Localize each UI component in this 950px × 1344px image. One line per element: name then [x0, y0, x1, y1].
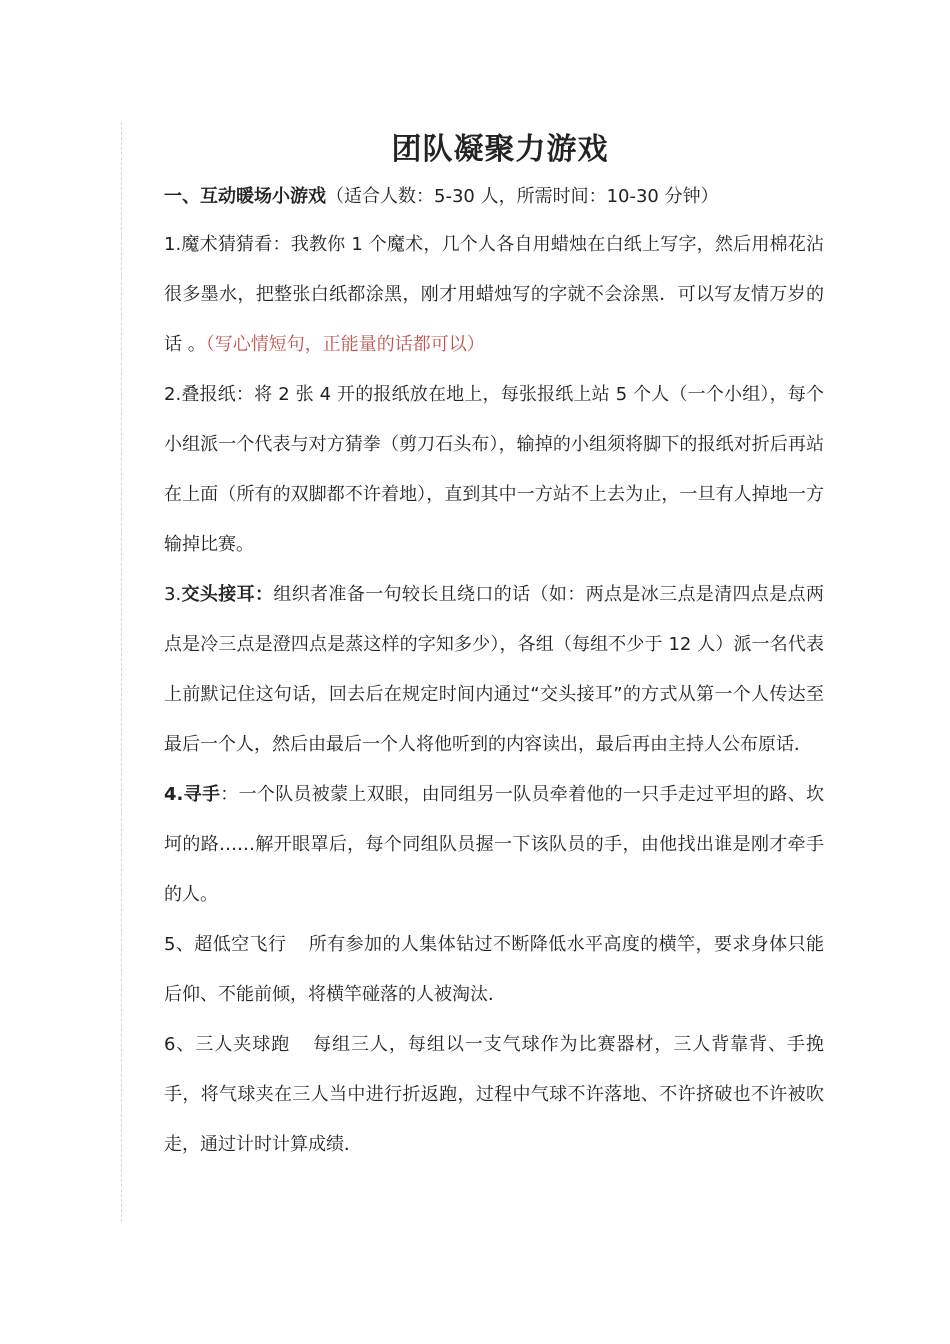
game-item-6-text: 每组三人，每组以一支气球作为比赛器材，三人背靠背、手挽手，将气球夹在三人当中进行折返跑，过程中气球不许落地、不许挤破也不许被吹走，通过计时计算成绩．	[164, 1034, 824, 1155]
game-item-1	[164, 220, 824, 370]
game-item-4-text: ：一个队员被蒙上双眼，由同组另一队员牵着他的一只手走过平坦的路、坎坷的路……解开眼罩后，每个同组队员握一下该队员的手，由他找出谁是刚才牵手的人。	[164, 784, 824, 905]
game-item-2	[164, 370, 824, 570]
section-heading-title: 一、互动暖场小游戏	[164, 186, 326, 207]
game-item-6-label: 6、三人夹球跑	[164, 1034, 291, 1055]
page-margin-guide	[121, 122, 122, 1222]
game-item-6	[164, 1020, 824, 1170]
game-item-5-label: 5、超低空飞行	[164, 934, 287, 955]
game-item-5-text: 所有参加的人集体钻过不断降低水平高度的横竿，要求身体只能后仰、不能前倾，将横竿碰落的人被淘汰．	[164, 934, 825, 1005]
section-heading	[164, 182, 824, 212]
game-item-3	[164, 570, 824, 770]
game-item-3-text: 组织者准备一句较长且绕口的话（如：两点是冰三点是清四点是点两点是冷三点是澄四点是蒸这样的字知多少），各组（每组不少于 12 人）派一名代表上前默记住这句话，回去后在规定时间内通过“交头接耳”的方式从第一个人传达至最后一个人，然后由最后一个人将他听到的内容读出，最后再由主持人公布原话．	[164, 584, 825, 755]
document-page	[164, 128, 824, 1170]
section-heading-note: （适合人数：5-30 人，所需时间：10-30 分钟）	[326, 186, 719, 207]
game-item-2-text: 将 2 张 4 开的报纸放在地上，每张报纸上站 5 个人（一个小组），每个小组派一个代表与对方猜拳（剪刀石头布），输掉的小组须将脚下的报纸对折后再站在上面（所有的双脚都不许着地），直到其中一方站不上去为止，一旦有人掉地一方输掉比赛。	[164, 384, 824, 555]
game-item-5	[164, 920, 824, 1020]
game-item-1-label: 1.魔术猜猜看：	[164, 234, 291, 255]
game-item-4-label: 4.寻手	[164, 784, 221, 805]
game-item-3-label: 交头接耳：	[181, 584, 274, 605]
document-title: 团队凝聚力游戏	[391, 132, 609, 167]
game-item-1-note: （写心情短句，正能量的话都可以）	[205, 334, 485, 355]
game-item-3-number: 3.	[164, 584, 182, 605]
game-item-4	[164, 770, 824, 920]
game-item-1-text: 我教你 1 个魔术，几个人各自用蜡烛在白纸上写字，然后用棉花沾很多墨水，把整张白纸都涂黑，刚才用蜡烛写的字就不会涂黑．可以写友情万岁的话 。	[164, 234, 824, 355]
game-item-2-label: 2.叠报纸：	[164, 384, 255, 405]
